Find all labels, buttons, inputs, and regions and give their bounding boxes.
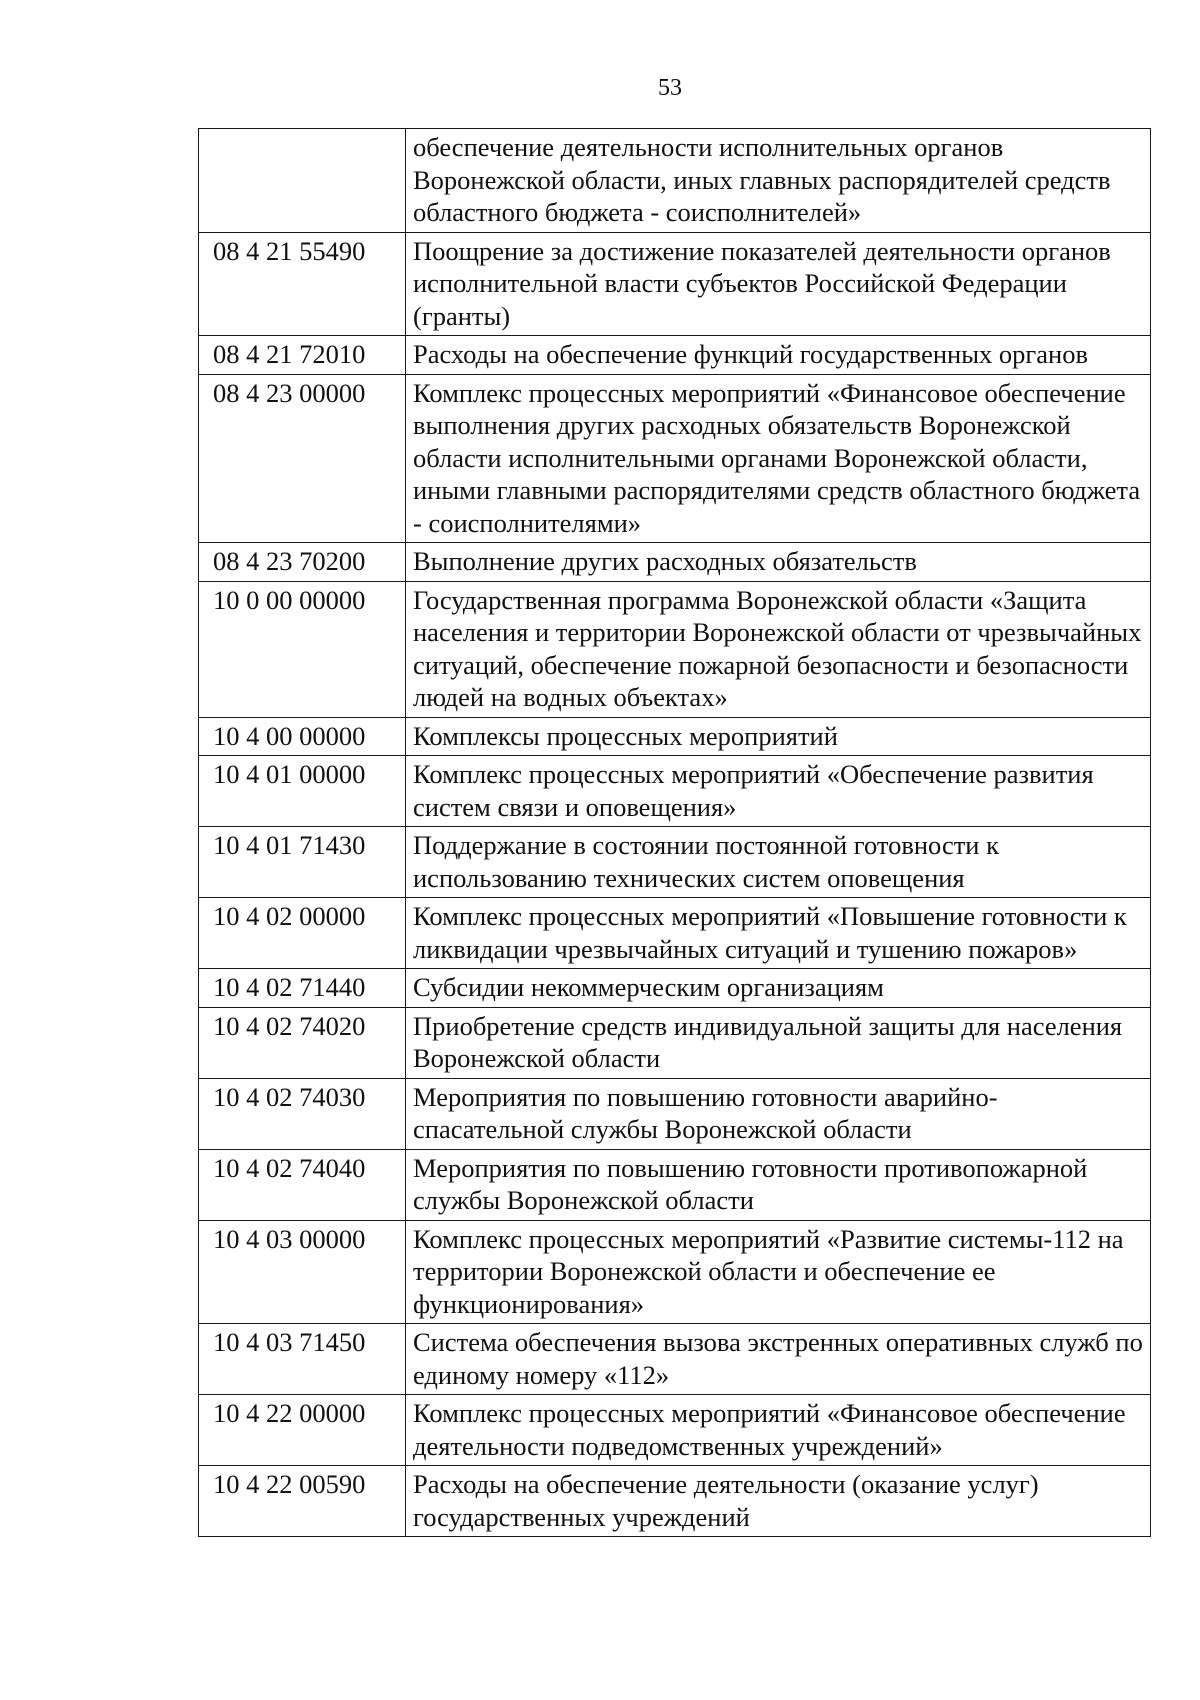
expense-description: Комплекс процессных мероприятий «Финансовое обеспечение выполнения других расходных обязательств Воронежской области исполнительными органами Воронежской области, иными главными распорядителями средств областного бюджета - соисполнителями» <box>406 374 1151 543</box>
page-number: 53 <box>658 75 682 101</box>
table-row <box>199 1078 1151 1149</box>
expense-description: Система обеспечения вызова экстренных оперативных служб по единому номеру «112» <box>406 1324 1151 1395</box>
table-row <box>199 1149 1151 1220</box>
table-row <box>199 1466 1151 1537</box>
classification-code: 10 4 03 00000 <box>199 1220 406 1324</box>
table-row <box>199 1324 1151 1395</box>
table-row <box>199 898 1151 969</box>
table-row <box>199 827 1151 898</box>
classification-code: 10 4 01 71430 <box>199 827 406 898</box>
classification-code: 08 4 21 72010 <box>199 336 406 375</box>
expense-description: Мероприятия по повышению готовности аварийно-спасательной службы Воронежской области <box>406 1078 1151 1149</box>
budget-classification-table <box>198 128 1151 1537</box>
table-row <box>199 1395 1151 1466</box>
table-row <box>199 717 1151 756</box>
expense-description: Субсидии некоммерческим организациям <box>406 969 1151 1008</box>
expense-description: Комплекс процессных мероприятий «Финансовое обеспечение деятельности подведомственных учреждений» <box>406 1395 1151 1466</box>
classification-code: 10 4 00 00000 <box>199 717 406 756</box>
expense-description: обеспечение деятельности исполнительных органов Воронежской области, иных главных распорядителей средств областного бюджета - соисполнителей» <box>406 129 1151 233</box>
table-row <box>199 1220 1151 1324</box>
table-row <box>199 1007 1151 1078</box>
table-row <box>199 374 1151 543</box>
classification-code: 10 4 02 71440 <box>199 969 406 1008</box>
classification-code: 10 4 02 00000 <box>199 898 406 969</box>
classification-code: 10 4 22 00590 <box>199 1466 406 1537</box>
classification-code: 10 4 01 00000 <box>199 756 406 827</box>
table-row <box>199 543 1151 582</box>
classification-code: 08 4 23 00000 <box>199 374 406 543</box>
table-row <box>199 581 1151 717</box>
classification-code: 10 4 02 74030 <box>199 1078 406 1149</box>
expense-description: Приобретение средств индивидуальной защиты для населения Воронежской области <box>406 1007 1151 1078</box>
table-row <box>199 756 1151 827</box>
classification-code: 08 4 21 55490 <box>199 232 406 336</box>
expense-description: Государственная программа Воронежской области «Защита населения и территории Воронежской области от чрезвычайных ситуаций, обеспечение пожарной безопасности и безопасности людей на водных объектах» <box>406 581 1151 717</box>
expense-description: Поощрение за достижение показателей деятельности органов исполнительной власти субъектов Российской Федерации (гранты) <box>406 232 1151 336</box>
classification-code: 10 4 02 74020 <box>199 1007 406 1078</box>
table-row <box>199 129 1151 233</box>
expense-description: Расходы на обеспечение функций государственных органов <box>406 336 1151 375</box>
classification-code: 10 4 03 71450 <box>199 1324 406 1395</box>
expense-description: Поддержание в состоянии постоянной готовности к использованию технических систем оповещения <box>406 827 1151 898</box>
classification-code: 10 4 22 00000 <box>199 1395 406 1466</box>
expense-description: Расходы на обеспечение деятельности (оказание услуг) государственных учреждений <box>406 1466 1151 1537</box>
table-row <box>199 969 1151 1008</box>
expense-description: Комплекс процессных мероприятий «Развитие системы-112 на территории Воронежской области и обеспечение ее функционирования» <box>406 1220 1151 1324</box>
classification-code: 08 4 23 70200 <box>199 543 406 582</box>
expense-description: Комплексы процессных мероприятий <box>406 717 1151 756</box>
expense-description: Комплекс процессных мероприятий «Обеспечение развития систем связи и оповещения» <box>406 756 1151 827</box>
table-row <box>199 336 1151 375</box>
table-row <box>199 232 1151 336</box>
expense-description: Комплекс процессных мероприятий «Повышение готовности к ликвидации чрезвычайных ситуаций и тушению пожаров» <box>406 898 1151 969</box>
classification-code <box>199 129 406 233</box>
classification-code: 10 0 00 00000 <box>199 581 406 717</box>
expense-description: Выполнение других расходных обязательств <box>406 543 1151 582</box>
classification-code: 10 4 02 74040 <box>199 1149 406 1220</box>
expense-description: Мероприятия по повышению готовности противопожарной службы Воронежской области <box>406 1149 1151 1220</box>
